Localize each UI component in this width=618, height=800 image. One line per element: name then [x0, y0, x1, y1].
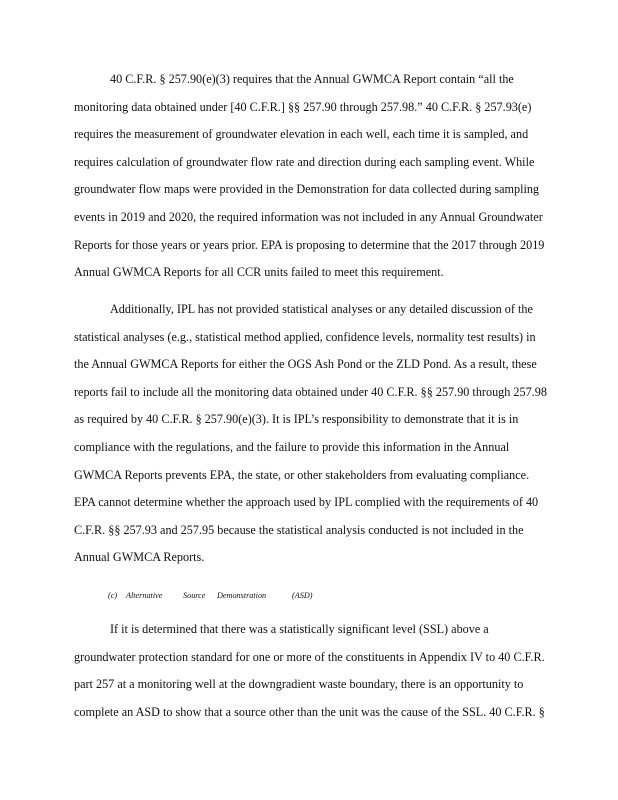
text-line: Annual GWMCA Reports. — [74, 550, 205, 565]
paragraph-statistical-analyses — [74, 296, 604, 572]
text-line: 40 C.F.R. § 257.90(e)(3) requires that the Annual GWMCA Report contain “all the — [110, 72, 514, 86]
text-line: groundwater flow maps were provided in the Demonstration for data collected during sampling — [74, 182, 540, 197]
text-line: as required by 40 C.F.R. § 257.90(e)(3). It is IPL’s responsibility to demonstrate that it is in — [74, 412, 519, 427]
section-heading-asd — [108, 589, 312, 603]
text-line: complete an ASD to show that a source other than the unit was the cause of the SSL. 40 C.F.R. § — [74, 704, 545, 719]
text-line: events in 2019 and 2020, the required information was not included in any Annual Groundwater — [74, 209, 543, 224]
text-line: GWMCA Reports prevents EPA, the state, or other stakeholders from evaluating compliance. — [74, 467, 530, 482]
text-line: requires calculation of groundwater flow rate and direction during each sampling event. While — [74, 154, 535, 169]
text-line: groundwater protection standard for one or more of the constituents in Appendix IV to 40 C.F.R. — [74, 649, 545, 664]
section-heading-label: (c) — [108, 591, 118, 600]
text-line: Reports for those years or years prior. EPA is proposing to determine that the 2017 through 2019 — [74, 237, 545, 252]
section-heading-word: Demonstration — [217, 591, 267, 600]
paragraph-alternative-source-demonstration — [74, 616, 604, 726]
text-line: requires the measurement of groundwater elevation in each well, each time it is sampled, and — [74, 127, 529, 142]
section-heading-word: (ASD) — [292, 591, 313, 600]
section-heading-word: Alternative — [126, 591, 163, 600]
text-line: C.F.R. §§ 257.93 and 257.95 because the statistical analysis conducted is not included in the — [74, 522, 524, 537]
text-line: part 257 at a monitoring well at the downgradient waste boundary, there is an opportunity to — [74, 677, 524, 692]
section-heading-word: Source — [183, 591, 206, 600]
text-line: If it is determined that there was a statistically significant level (SSL) above a — [110, 622, 489, 636]
text-line: Annual GWMCA Reports for all CCR units failed to meet this requirement. — [74, 265, 444, 280]
paragraph-gwmca-monitoring-data — [74, 66, 604, 287]
text-line: compliance with the regulations, and the failure to provide this information in the Annual — [74, 439, 510, 454]
text-line: EPA cannot determine whether the approach used by IPL complied with the requirements of 40 — [74, 495, 539, 510]
text-line: statistical analyses (e.g., statistical method applied, confidence levels, normality test results) in — [74, 329, 536, 344]
text-line: the Annual GWMCA Reports for either the OGS Ash Pond or the ZLD Pond. As a result, these — [74, 357, 537, 372]
text-line: reports fail to include all the monitoring data obtained under 40 C.F.R. §§ 257.90 through 257.98 — [74, 384, 547, 399]
text-line: Additionally, IPL has not provided statistical analyses or any detailed discussion of the — [110, 302, 533, 316]
text-line: monitoring data obtained under [40 C.F.R.] §§ 257.90 through 257.98.” 40 C.F.R. § 257.93(e) — [74, 99, 532, 114]
